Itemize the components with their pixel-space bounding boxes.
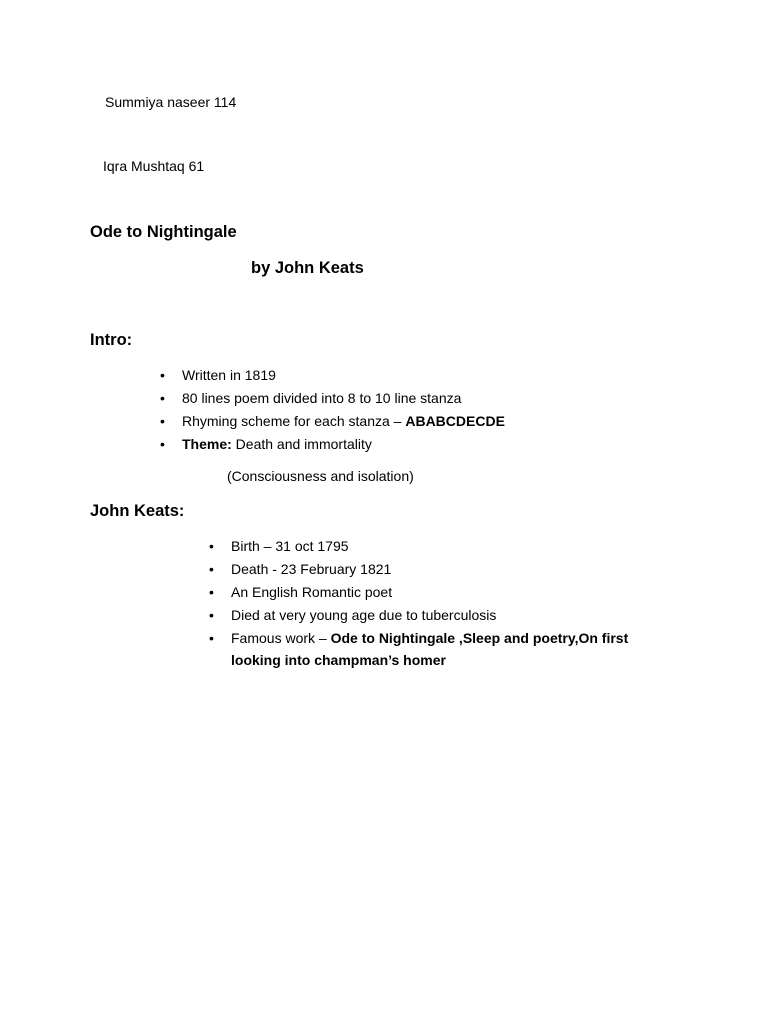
student-name-1: Summiya naseer 114 bbox=[105, 94, 237, 110]
list-item-text: Written in 1819 bbox=[182, 367, 276, 383]
list-item bbox=[182, 433, 505, 456]
document-byline: by John Keats bbox=[251, 259, 364, 277]
famous-works: Ode to Nightingale ,Sleep and poetry,On first looking into champman’s homer bbox=[231, 630, 629, 668]
theme-label: Theme: bbox=[182, 436, 232, 452]
list-item-text: Famous work – bbox=[231, 630, 331, 646]
list-item-text: Birth – 31 oct 1795 bbox=[231, 538, 349, 554]
list-item bbox=[231, 604, 651, 627]
list-item bbox=[231, 581, 651, 604]
intro-list bbox=[182, 364, 505, 456]
list-item bbox=[231, 558, 651, 581]
list-item-text: Died at very young age due to tuberculosis bbox=[231, 607, 497, 623]
list-item-text: Death - 23 February 1821 bbox=[231, 561, 392, 577]
student-name-2: Iqra Mushtaq 61 bbox=[103, 158, 205, 174]
list-item-text: Rhyming scheme for each stanza – bbox=[182, 413, 406, 429]
document-title: Ode to Nightingale bbox=[90, 223, 237, 241]
intro-heading: Intro: bbox=[90, 331, 133, 349]
list-item-text: 80 lines poem divided into 8 to 10 line stanza bbox=[182, 390, 462, 406]
list-item bbox=[182, 410, 505, 433]
list-item-text: Death and immortality bbox=[231, 436, 372, 452]
list-item-text: An English Romantic poet bbox=[231, 584, 393, 600]
keats-heading: John Keats: bbox=[90, 502, 185, 520]
list-item bbox=[182, 387, 505, 410]
list-item bbox=[231, 627, 651, 671]
keats-list bbox=[231, 535, 651, 671]
list-item bbox=[182, 364, 505, 387]
intro-note: (Consciousness and isolation) bbox=[227, 468, 414, 484]
rhyme-scheme: ABABCDECDE bbox=[405, 413, 505, 429]
list-item bbox=[231, 535, 651, 558]
